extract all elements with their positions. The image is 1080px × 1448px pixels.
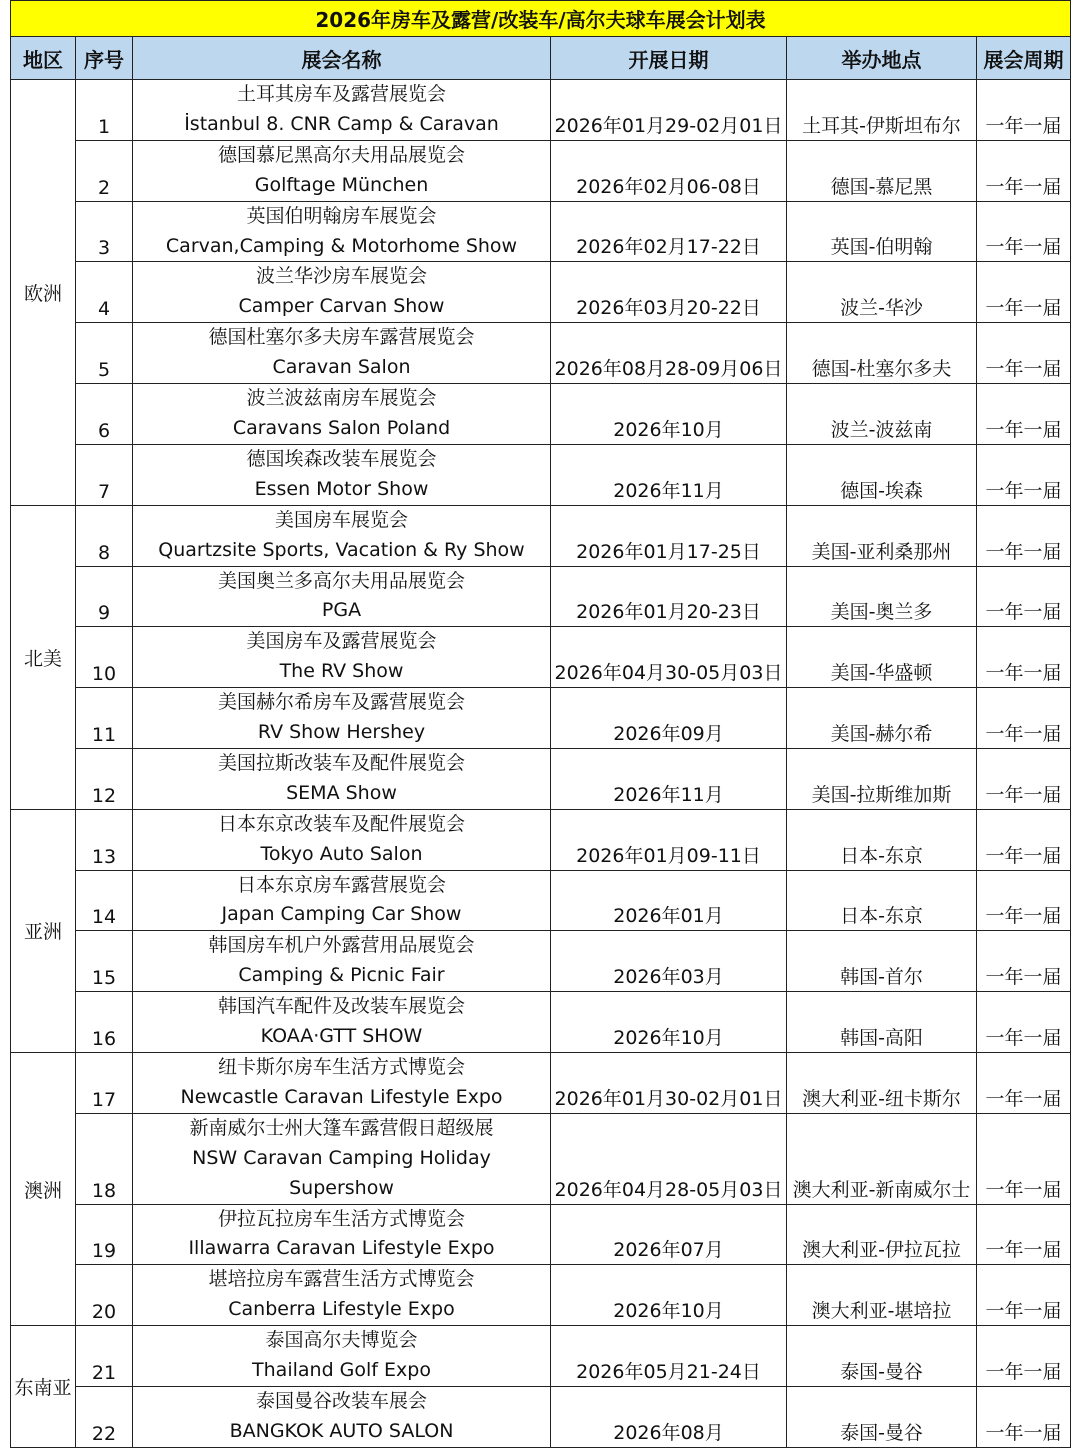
exhibition-name-cn: 韩国房车机户外露营用品展览会 bbox=[208, 934, 475, 957]
start-date-cell[interactable]: 2026年05月21-24日 bbox=[551, 1326, 787, 1387]
row-number-cell[interactable]: 1 bbox=[76, 80, 133, 141]
exhibition-name-cell[interactable] bbox=[133, 80, 551, 141]
exhibition-name-cell[interactable] bbox=[133, 1265, 551, 1326]
venue-cell[interactable]: 澳大利亚-纽卡斯尔 bbox=[787, 1053, 977, 1114]
exhibition-name-en: Tokyo Auto Salon bbox=[260, 842, 423, 865]
exhibition-name-cell[interactable] bbox=[133, 1113, 551, 1204]
exhibition-name-en: Caravan Salon bbox=[272, 356, 411, 379]
venue-cell[interactable]: 澳大利亚-伊拉瓦拉 bbox=[787, 1204, 977, 1265]
venue-cell[interactable]: 土耳其-伊斯坦布尔 bbox=[787, 80, 977, 141]
venue-cell[interactable]: 英国-伯明翰 bbox=[787, 201, 977, 262]
header-date[interactable]: 开展日期 bbox=[551, 37, 787, 80]
cycle-cell[interactable]: 一年一届 bbox=[977, 323, 1071, 384]
venue-cell[interactable]: 美国-华盛顿 bbox=[787, 627, 977, 688]
exhibition-name-en: İstanbul 8. CNR Camp & Caravan bbox=[184, 112, 499, 135]
exhibition-name-cn: 纽卡斯尔房车生活方式博览会 bbox=[217, 1056, 465, 1078]
venue-cell[interactable]: 德国-杜塞尔多夫 bbox=[787, 323, 977, 384]
table-row bbox=[11, 201, 1071, 262]
table-row bbox=[11, 1386, 1071, 1447]
table-row bbox=[11, 384, 1071, 445]
exhibition-name-cn: 美国拉斯改装车及配件展览会 bbox=[217, 751, 465, 774]
exhibition-name-en: Thailand Golf Expo bbox=[252, 1359, 431, 1382]
exhibition-name-cn: 堪培拉房车露营生活方式博览会 bbox=[208, 1268, 475, 1291]
venue-cell[interactable]: 波兰-波兹南 bbox=[787, 384, 977, 445]
venue-cell[interactable]: 美国-拉斯维加斯 bbox=[787, 748, 977, 809]
start-date-cell[interactable]: 2026年01月29-02月01日 bbox=[551, 80, 787, 141]
cycle-cell[interactable]: 一年一届 bbox=[977, 384, 1071, 445]
exhibition-name-en: Carvan,Camping & Motorhome Show bbox=[165, 234, 518, 257]
start-date-cell[interactable]: 2026年02月17-22日 bbox=[551, 201, 787, 262]
cycle-cell[interactable]: 一年一届 bbox=[977, 809, 1071, 870]
table-row bbox=[11, 505, 1071, 566]
venue-cell[interactable]: 美国-亚利桑那州 bbox=[787, 505, 977, 566]
exhibition-name-en: Camping & Picnic Fair bbox=[238, 964, 445, 987]
cycle-cell[interactable]: 一年一届 bbox=[977, 140, 1071, 201]
cycle-cell[interactable]: 一年一届 bbox=[977, 627, 1071, 688]
exhibition-name-en-cont: Supershow bbox=[289, 1176, 394, 1199]
exhibition-name-en: BANGKOK AUTO SALON bbox=[229, 1419, 454, 1442]
table-row bbox=[11, 748, 1071, 809]
region-cell[interactable]: 亚洲 bbox=[11, 809, 76, 1052]
exhibition-name-en: RV Show Hershey bbox=[257, 721, 426, 744]
cycle-cell[interactable]: 一年一届 bbox=[977, 201, 1071, 262]
exhibition-name-cell[interactable] bbox=[133, 809, 551, 870]
exhibition-name-en: NSW Caravan Camping Holiday bbox=[192, 1146, 491, 1169]
cycle-cell[interactable]: 一年一届 bbox=[977, 80, 1071, 141]
table-title[interactable]: 2026年房车及露营/改装车/高尔夫球车展会计划表 bbox=[11, 1, 1071, 37]
cycle-cell[interactable]: 一年一届 bbox=[977, 1204, 1071, 1265]
venue-cell[interactable]: 韩国-首尔 bbox=[787, 931, 977, 992]
header-region[interactable]: 地区 bbox=[11, 37, 76, 80]
exhibition-name-cell[interactable] bbox=[133, 1053, 551, 1114]
cycle-cell[interactable]: 一年一届 bbox=[977, 1386, 1071, 1447]
exhibition-name-cn: 泰国曼谷改装车展会 bbox=[255, 1389, 427, 1412]
row-number-cell[interactable]: 21 bbox=[76, 1326, 133, 1387]
cycle-cell[interactable]: 一年一届 bbox=[977, 870, 1071, 931]
table-row bbox=[11, 992, 1071, 1053]
table-row bbox=[11, 1326, 1071, 1387]
exhibition-name-cell[interactable] bbox=[133, 931, 551, 992]
cycle-cell[interactable]: 一年一届 bbox=[977, 262, 1071, 323]
exhibition-name-cn: 美国赫尔希房车及露营展览会 bbox=[217, 691, 465, 714]
start-date-cell[interactable]: 2026年09月 bbox=[551, 688, 787, 749]
exhibition-name-en: KOAA·GTT SHOW bbox=[260, 1025, 423, 1048]
exhibition-name-en: Golftage München bbox=[254, 173, 429, 196]
cycle-cell[interactable]: 一年一届 bbox=[977, 931, 1071, 992]
start-date-cell[interactable]: 2026年08月28-09月06日 bbox=[551, 323, 787, 384]
exhibition-name-cn: 日本东京房车露营展览会 bbox=[236, 873, 446, 896]
row-number-cell[interactable]: 6 bbox=[76, 384, 133, 445]
exhibition-name-cn: 英国伯明翰房车展览会 bbox=[246, 204, 437, 227]
cycle-cell[interactable]: 一年一届 bbox=[977, 1053, 1071, 1114]
table-row bbox=[11, 1053, 1071, 1114]
exhibition-name-cell[interactable] bbox=[133, 1204, 551, 1265]
venue-cell[interactable]: 澳大利亚-新南威尔士 bbox=[787, 1113, 977, 1204]
exhibition-name-cn: 德国杜塞尔多夫房车露营展览会 bbox=[208, 326, 475, 349]
venue-cell[interactable]: 澳大利亚-堪培拉 bbox=[787, 1265, 977, 1326]
exhibition-name-cell[interactable] bbox=[133, 992, 551, 1053]
exhibition-name-cell[interactable] bbox=[133, 444, 551, 505]
exhibition-name-en: SEMA Show bbox=[286, 781, 397, 804]
table-row bbox=[11, 262, 1071, 323]
exhibition-name-cn: 波兰波兹南房车展览会 bbox=[246, 387, 437, 410]
exhibition-name-cn: 泰国高尔夫博览会 bbox=[265, 1329, 418, 1352]
start-date-cell[interactable]: 2026年10月 bbox=[551, 384, 787, 445]
region-cell[interactable]: 东南亚 bbox=[11, 1326, 76, 1448]
exhibition-name-en: Quartzsite Sports, Vacation & Ry Show bbox=[158, 538, 525, 561]
venue-cell[interactable]: 韩国-高阳 bbox=[787, 992, 977, 1053]
cycle-cell[interactable]: 一年一届 bbox=[977, 1113, 1071, 1204]
start-date-cell[interactable]: 2026年07月 bbox=[551, 1204, 787, 1265]
cycle-cell[interactable]: 一年一届 bbox=[977, 1326, 1071, 1387]
start-date-cell[interactable]: 2026年10月 bbox=[551, 992, 787, 1053]
table-row bbox=[11, 931, 1071, 992]
start-date-cell[interactable]: 2026年03月 bbox=[551, 931, 787, 992]
start-date-cell[interactable]: 2026年01月09-11日 bbox=[551, 809, 787, 870]
exhibition-name-cell[interactable] bbox=[133, 748, 551, 809]
row-number-cell[interactable]: 2 bbox=[76, 140, 133, 201]
exhibition-name-cell[interactable] bbox=[133, 627, 551, 688]
venue-cell[interactable]: 日本-东京 bbox=[787, 809, 977, 870]
exhibition-schedule-sheet bbox=[10, 0, 1070, 1448]
row-number-cell[interactable]: 19 bbox=[76, 1204, 133, 1265]
exhibition-name-cell[interactable] bbox=[133, 323, 551, 384]
start-date-cell[interactable]: 2026年03月20-22日 bbox=[551, 262, 787, 323]
table-row bbox=[11, 870, 1071, 931]
exhibition-name-cn: 德国慕尼黑高尔夫用品展览会 bbox=[217, 143, 465, 166]
exhibition-name-en: Caravans Salon Poland bbox=[232, 416, 451, 439]
cycle-cell[interactable]: 一年一届 bbox=[977, 444, 1071, 505]
row-number-cell[interactable]: 16 bbox=[76, 992, 133, 1053]
header-row bbox=[11, 37, 1071, 80]
start-date-cell[interactable]: 2026年04月28-05月03日 bbox=[551, 1113, 787, 1204]
exhibition-name-en: Japan Camping Car Show bbox=[221, 903, 462, 926]
header-cycle[interactable]: 展会周期 bbox=[977, 37, 1071, 80]
row-number-cell[interactable]: 10 bbox=[76, 627, 133, 688]
cycle-cell[interactable]: 一年一届 bbox=[977, 748, 1071, 809]
exhibition-name-en: PGA bbox=[321, 599, 362, 622]
row-number-cell[interactable]: 17 bbox=[76, 1053, 133, 1114]
row-number-cell[interactable]: 14 bbox=[76, 870, 133, 931]
region-cell[interactable]: 澳洲 bbox=[11, 1053, 76, 1326]
start-date-cell[interactable]: 2026年08月 bbox=[551, 1386, 787, 1447]
exhibition-name-cell[interactable] bbox=[133, 505, 551, 566]
exhibition-name-cn: 日本东京改装车及配件展览会 bbox=[217, 812, 465, 835]
venue-cell[interactable]: 德国-慕尼黑 bbox=[787, 140, 977, 201]
exhibition-name-cn: 伊拉瓦拉房车生活方式博览会 bbox=[217, 1207, 465, 1230]
row-number-cell[interactable]: 18 bbox=[76, 1113, 133, 1204]
title-row bbox=[11, 1, 1071, 37]
row-number-cell[interactable]: 9 bbox=[76, 566, 133, 627]
exhibition-table bbox=[10, 0, 1071, 1448]
venue-cell[interactable]: 德国-埃森 bbox=[787, 444, 977, 505]
exhibition-name-cell[interactable] bbox=[133, 566, 551, 627]
region-cell[interactable]: 欧洲 bbox=[11, 80, 76, 506]
venue-cell[interactable]: 日本-东京 bbox=[787, 870, 977, 931]
row-number-cell[interactable]: 11 bbox=[76, 688, 133, 749]
exhibition-name-en: Camper Carvan Show bbox=[238, 295, 445, 318]
exhibition-name-cell[interactable] bbox=[133, 201, 551, 262]
exhibition-name-cn: 韩国汽车配件及改装车展览会 bbox=[217, 995, 465, 1018]
venue-cell[interactable]: 泰国-曼谷 bbox=[787, 1386, 977, 1447]
row-number-cell[interactable]: 8 bbox=[76, 505, 133, 566]
row-number-cell[interactable]: 22 bbox=[76, 1386, 133, 1447]
exhibition-name-cell[interactable] bbox=[133, 870, 551, 931]
exhibition-name-cn: 美国房车及露营展览会 bbox=[246, 630, 437, 653]
exhibition-name-cn: 美国奥兰多高尔夫用品展览会 bbox=[217, 569, 465, 592]
row-number-cell[interactable]: 4 bbox=[76, 262, 133, 323]
table-row bbox=[11, 566, 1071, 627]
table-row bbox=[11, 688, 1071, 749]
row-number-cell[interactable]: 7 bbox=[76, 444, 133, 505]
row-number-cell[interactable]: 5 bbox=[76, 323, 133, 384]
start-date-cell[interactable]: 2026年01月17-25日 bbox=[551, 505, 787, 566]
header-name[interactable]: 展会名称 bbox=[133, 37, 551, 80]
row-number-cell[interactable]: 20 bbox=[76, 1265, 133, 1326]
cycle-cell[interactable]: 一年一届 bbox=[977, 566, 1071, 627]
start-date-cell[interactable]: 2026年11月 bbox=[551, 748, 787, 809]
start-date-cell[interactable]: 2026年04月30-05月03日 bbox=[551, 627, 787, 688]
venue-cell[interactable]: 波兰-华沙 bbox=[787, 262, 977, 323]
venue-cell[interactable]: 美国-赫尔希 bbox=[787, 688, 977, 749]
exhibition-name-cell[interactable] bbox=[133, 1386, 551, 1447]
cycle-cell[interactable]: 一年一届 bbox=[977, 992, 1071, 1053]
table-row bbox=[11, 1204, 1071, 1265]
start-date-cell[interactable]: 2026年01月 bbox=[551, 870, 787, 931]
start-date-cell[interactable]: 2026年02月06-08日 bbox=[551, 140, 787, 201]
cycle-cell[interactable]: 一年一届 bbox=[977, 1265, 1071, 1326]
exhibition-name-cell[interactable] bbox=[133, 384, 551, 445]
exhibition-name-en: Newcastle Caravan Lifestyle Expo bbox=[180, 1085, 503, 1108]
table-row bbox=[11, 444, 1071, 505]
cycle-cell[interactable]: 一年一届 bbox=[977, 505, 1071, 566]
start-date-cell[interactable]: 2026年01月30-02月01日 bbox=[551, 1053, 787, 1114]
table-row bbox=[11, 80, 1071, 141]
exhibition-name-cn: 波兰华沙房车展览会 bbox=[255, 265, 427, 288]
exhibition-name-en: The RV Show bbox=[279, 660, 404, 683]
start-date-cell[interactable]: 2026年01月20-23日 bbox=[551, 566, 787, 627]
cycle-cell[interactable]: 一年一届 bbox=[977, 688, 1071, 749]
exhibition-name-cell[interactable] bbox=[133, 1326, 551, 1387]
exhibition-name-cn: 土耳其房车及露营展览会 bbox=[236, 83, 446, 105]
exhibition-name-cell[interactable] bbox=[133, 262, 551, 323]
header-number[interactable]: 序号 bbox=[76, 37, 133, 80]
table-row bbox=[11, 1113, 1071, 1204]
row-number-cell[interactable]: 3 bbox=[76, 201, 133, 262]
region-cell[interactable]: 北美 bbox=[11, 505, 76, 809]
exhibition-name-cell[interactable] bbox=[133, 140, 551, 201]
start-date-cell[interactable]: 2026年11月 bbox=[551, 444, 787, 505]
start-date-cell[interactable]: 2026年10月 bbox=[551, 1265, 787, 1326]
exhibition-name-cell[interactable] bbox=[133, 688, 551, 749]
venue-cell[interactable]: 泰国-曼谷 bbox=[787, 1326, 977, 1387]
exhibition-name-cn: 德国埃森改装车展览会 bbox=[246, 447, 437, 470]
table-row bbox=[11, 627, 1071, 688]
exhibition-name-cn: 新南威尔士州大篷车露营假日超级展 bbox=[189, 1116, 494, 1139]
table-row bbox=[11, 809, 1071, 870]
table-row bbox=[11, 1265, 1071, 1326]
table-row bbox=[11, 323, 1071, 384]
header-place[interactable]: 举办地点 bbox=[787, 37, 977, 80]
row-number-cell[interactable]: 15 bbox=[76, 931, 133, 992]
row-number-cell[interactable]: 13 bbox=[76, 809, 133, 870]
table-row bbox=[11, 140, 1071, 201]
exhibition-name-en: Canberra Lifestyle Expo bbox=[228, 1298, 455, 1321]
row-number-cell[interactable]: 12 bbox=[76, 748, 133, 809]
venue-cell[interactable]: 美国-奥兰多 bbox=[787, 566, 977, 627]
exhibition-name-en: Illawarra Caravan Lifestyle Expo bbox=[188, 1237, 495, 1260]
exhibition-name-cn: 美国房车展览会 bbox=[274, 508, 408, 531]
exhibition-name-en: Essen Motor Show bbox=[254, 477, 429, 500]
